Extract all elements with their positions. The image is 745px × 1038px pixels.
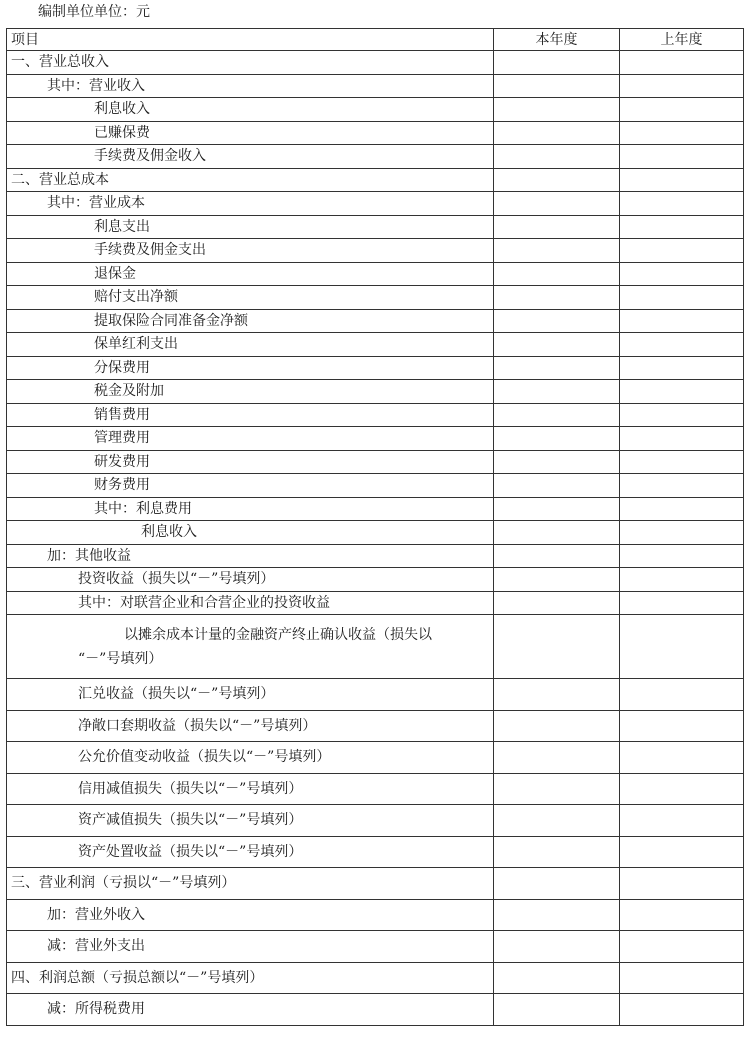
row-label: 研发费用 (7, 450, 494, 474)
prior-year-cell (620, 145, 744, 169)
current-year-cell (494, 309, 620, 333)
header-prior-year: 上年度 (620, 29, 744, 51)
current-year-cell (494, 192, 620, 216)
row-label: 其中：对联营企业和合营企业的投资收益 (7, 591, 494, 615)
prior-year-cell (620, 262, 744, 286)
table-header-row (7, 29, 744, 51)
header-current-year: 本年度 (494, 29, 620, 51)
current-year-cell (494, 74, 620, 98)
current-year-cell (494, 994, 620, 1026)
prior-year-cell (620, 403, 744, 427)
table-row (7, 773, 744, 805)
table-row (7, 403, 744, 427)
prior-year-cell (620, 615, 744, 679)
table-row (7, 145, 744, 169)
table-row (7, 521, 744, 545)
current-year-cell (494, 497, 620, 521)
row-label: 财务费用 (7, 474, 494, 498)
table-row (7, 497, 744, 521)
prior-year-cell (620, 121, 744, 145)
table-row (7, 51, 744, 75)
prior-year-cell (620, 356, 744, 380)
table-row (7, 333, 744, 357)
table-row (7, 615, 744, 679)
prior-year-cell (620, 568, 744, 592)
current-year-cell (494, 450, 620, 474)
table-row (7, 805, 744, 837)
current-year-cell (494, 145, 620, 169)
table-row (7, 742, 744, 774)
row-label: 二、营业总成本 (7, 168, 494, 192)
prior-year-cell (620, 994, 744, 1026)
current-year-cell (494, 868, 620, 900)
row-label: 减：营业外支出 (7, 931, 494, 963)
table-row (7, 74, 744, 98)
prior-year-cell (620, 742, 744, 774)
row-label: 汇兑收益（损失以“－”号填列） (7, 679, 494, 711)
prior-year-cell (620, 521, 744, 545)
current-year-cell (494, 262, 620, 286)
row-label: 投资收益（损失以“－”号填列） (7, 568, 494, 592)
current-year-cell (494, 474, 620, 498)
prior-year-cell (620, 544, 744, 568)
row-label: 其中：营业成本 (7, 192, 494, 216)
current-year-cell (494, 333, 620, 357)
current-year-cell (494, 805, 620, 837)
prior-year-cell (620, 836, 744, 868)
row-label: 提取保险合同准备金净额 (7, 309, 494, 333)
current-year-cell (494, 239, 620, 263)
prior-year-cell (620, 679, 744, 711)
current-year-cell (494, 615, 620, 679)
table-row (7, 710, 744, 742)
row-label: 一、营业总收入 (7, 51, 494, 75)
table-row (7, 836, 744, 868)
unit-label: 编制单位单位：元 (38, 4, 150, 20)
prior-year-cell (620, 474, 744, 498)
row-label: 已赚保费 (7, 121, 494, 145)
current-year-cell (494, 215, 620, 239)
prior-year-cell (620, 309, 744, 333)
current-year-cell (494, 380, 620, 404)
current-year-cell (494, 98, 620, 122)
row-label: 资产减值损失（损失以“－”号填列） (7, 805, 494, 837)
row-label: 信用减值损失（损失以“－”号填列） (7, 773, 494, 805)
prior-year-cell (620, 899, 744, 931)
table-row (7, 994, 744, 1026)
prior-year-cell (620, 427, 744, 451)
current-year-cell (494, 962, 620, 994)
table-row (7, 98, 744, 122)
prior-year-cell (620, 868, 744, 900)
current-year-cell (494, 710, 620, 742)
table-row (7, 380, 744, 404)
prior-year-cell (620, 805, 744, 837)
prior-year-cell (620, 962, 744, 994)
row-label: 保单红利支出 (7, 333, 494, 357)
table-row (7, 899, 744, 931)
row-label: 利息支出 (7, 215, 494, 239)
prior-year-cell (620, 773, 744, 805)
current-year-cell (494, 773, 620, 805)
prior-year-cell (620, 450, 744, 474)
table-row (7, 450, 744, 474)
table-row (7, 962, 744, 994)
current-year-cell (494, 899, 620, 931)
current-year-cell (494, 521, 620, 545)
table-row (7, 239, 744, 263)
current-year-cell (494, 427, 620, 451)
current-year-cell (494, 742, 620, 774)
prior-year-cell (620, 51, 744, 75)
row-label: 赔付支出净额 (7, 286, 494, 310)
table-row (7, 868, 744, 900)
row-label (7, 615, 494, 679)
row-label: 四、利润总额（亏损总额以“－”号填列） (7, 962, 494, 994)
prior-year-cell (620, 74, 744, 98)
table-row (7, 544, 744, 568)
prior-year-cell (620, 192, 744, 216)
row-label: 税金及附加 (7, 380, 494, 404)
current-year-cell (494, 836, 620, 868)
row-label: 净敞口套期收益（损失以“－”号填列） (7, 710, 494, 742)
row-label: 加：其他收益 (7, 544, 494, 568)
current-year-cell (494, 679, 620, 711)
prior-year-cell (620, 710, 744, 742)
current-year-cell (494, 121, 620, 145)
prior-year-cell (620, 591, 744, 615)
row-label: 公允价值变动收益（损失以“－”号填列） (7, 742, 494, 774)
row-label: 手续费及佣金收入 (7, 145, 494, 169)
table-row (7, 679, 744, 711)
table-row (7, 309, 744, 333)
table-row (7, 356, 744, 380)
current-year-cell (494, 356, 620, 380)
row-label: 加：营业外收入 (7, 899, 494, 931)
row-label: 减：所得税费用 (7, 994, 494, 1026)
current-year-cell (494, 286, 620, 310)
table-row (7, 568, 744, 592)
prior-year-cell (620, 380, 744, 404)
table-row (7, 591, 744, 615)
table-row (7, 168, 744, 192)
prior-year-cell (620, 497, 744, 521)
row-label: 管理费用 (7, 427, 494, 451)
table-row (7, 931, 744, 963)
table-row (7, 215, 744, 239)
current-year-cell (494, 591, 620, 615)
row-label: 销售费用 (7, 403, 494, 427)
table-row (7, 474, 744, 498)
row-label: 退保金 (7, 262, 494, 286)
prior-year-cell (620, 98, 744, 122)
current-year-cell (494, 51, 620, 75)
row-label: 利息收入 (7, 98, 494, 122)
row-label: 分保费用 (7, 356, 494, 380)
header-item: 项目 (7, 29, 494, 51)
row-label: 利息收入 (7, 521, 494, 545)
prior-year-cell (620, 239, 744, 263)
row-label-line-2: “－”号填列） (78, 650, 163, 667)
current-year-cell (494, 931, 620, 963)
row-label-line-1: 以摊余成本计量的金融资产终止确认收益（损失以 (124, 626, 432, 643)
prior-year-cell (620, 931, 744, 963)
prior-year-cell (620, 333, 744, 357)
table-row (7, 262, 744, 286)
table-row (7, 286, 744, 310)
prior-year-cell (620, 215, 744, 239)
current-year-cell (494, 403, 620, 427)
table-row (7, 192, 744, 216)
row-label: 手续费及佣金支出 (7, 239, 494, 263)
table-row (7, 121, 744, 145)
income-statement-table (6, 28, 744, 1026)
row-label: 资产处置收益（损失以“－”号填列） (7, 836, 494, 868)
current-year-cell (494, 568, 620, 592)
prior-year-cell (620, 286, 744, 310)
row-label: 三、营业利润（亏损以“－”号填列） (7, 868, 494, 900)
table-row (7, 427, 744, 451)
row-label: 其中：利息费用 (7, 497, 494, 521)
prior-year-cell (620, 168, 744, 192)
row-label: 其中：营业收入 (7, 74, 494, 98)
current-year-cell (494, 544, 620, 568)
current-year-cell (494, 168, 620, 192)
